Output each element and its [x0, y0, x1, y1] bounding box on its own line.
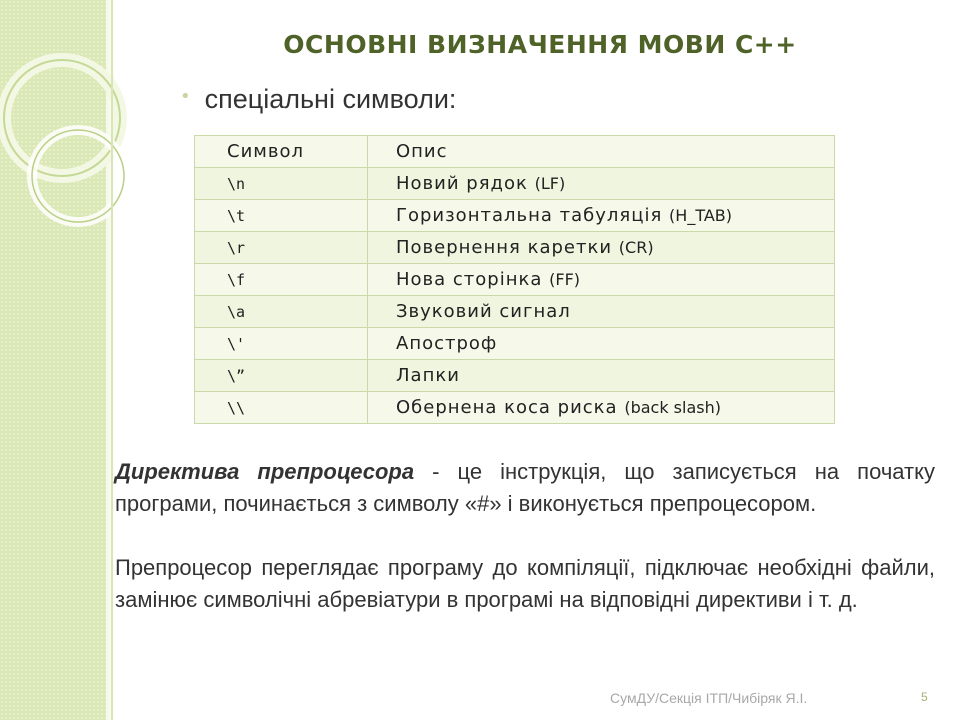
symbol-cell: [195, 360, 368, 392]
symbol-description: Нова сторінка: [396, 269, 543, 290]
escape-symbol: \r: [227, 239, 246, 257]
symbol-abbreviation: (FF): [549, 270, 581, 289]
page-number: 5: [921, 690, 928, 704]
table-row: [195, 168, 835, 200]
directive-term: Директива препроцесора: [115, 459, 415, 484]
description-cell: [368, 232, 835, 264]
directive-definition: - це інструкція, що записується на початку програми, починається з символу «#» і виконується препроцесором.: [115, 459, 935, 516]
description-cell: [368, 360, 835, 392]
table-row: [195, 392, 835, 424]
description-cell: [368, 264, 835, 296]
symbol-abbreviation: (H_TAB): [669, 206, 733, 225]
symbol-cell: [195, 392, 368, 424]
symbol-description: Горизонтальна табуляція: [396, 205, 663, 226]
symbol-cell: [195, 328, 368, 360]
paragraph-directive: [115, 456, 935, 520]
symbol-description: Звуковий сигнал: [396, 301, 571, 322]
symbol-abbreviation: (back slash): [624, 398, 721, 417]
footer-credit: СумДУ/Секція ІТП/Чибіряк Я.І.: [610, 690, 808, 706]
description-cell: [368, 168, 835, 200]
symbol-abbreviation: (LF): [534, 174, 566, 193]
escape-symbol: \a: [227, 303, 246, 321]
symbol-cell: [195, 296, 368, 328]
symbol-cell: [195, 168, 368, 200]
symbol-description: Повернення каретки: [396, 237, 613, 258]
table-header-row: [195, 136, 835, 168]
symbol-abbreviation: (CR): [618, 238, 654, 257]
table-row: [195, 232, 835, 264]
bullet-item: [180, 84, 456, 115]
paragraph-preprocessor: Препроцесор переглядає програму до компіляції, підключає необхідні файли, замінює символічні абревіатури в програмі на відповідні директиви і т. д.: [115, 555, 935, 612]
escape-symbol: \”: [227, 367, 246, 385]
table-row: [195, 200, 835, 232]
escape-symbol: \t: [227, 207, 246, 225]
description-cell: [368, 328, 835, 360]
escape-symbol: \\: [227, 399, 246, 417]
symbol-description: Обернена коса риска: [396, 397, 618, 418]
header-symbol: Символ: [195, 136, 368, 168]
bullet-dot-icon: •: [180, 86, 191, 107]
symbol-description: Новий рядок: [396, 173, 528, 194]
escape-symbol: \n: [227, 175, 246, 193]
decorative-rings: [0, 0, 130, 720]
header-description: Опис: [368, 136, 835, 168]
bullet-text: спеціальні символи:: [204, 84, 457, 114]
table-row: [195, 328, 835, 360]
symbol-description: Апостроф: [396, 333, 498, 354]
description-cell: [368, 200, 835, 232]
symbol-cell: [195, 232, 368, 264]
table-row: [195, 264, 835, 296]
table-row: [195, 360, 835, 392]
escape-symbol: \': [227, 335, 246, 353]
escape-symbol: \f: [227, 271, 246, 289]
symbol-description: Лапки: [396, 365, 460, 386]
table-row: [195, 296, 835, 328]
slide-title: ОСНОВНІ ВИЗНАЧЕННЯ МОВИ С++: [283, 30, 797, 59]
description-cell: [368, 392, 835, 424]
symbol-cell: [195, 200, 368, 232]
description-cell: [368, 296, 835, 328]
symbol-cell: [195, 264, 368, 296]
deco-ring-large-inner: [4, 60, 120, 176]
special-symbols-table: [194, 135, 835, 424]
